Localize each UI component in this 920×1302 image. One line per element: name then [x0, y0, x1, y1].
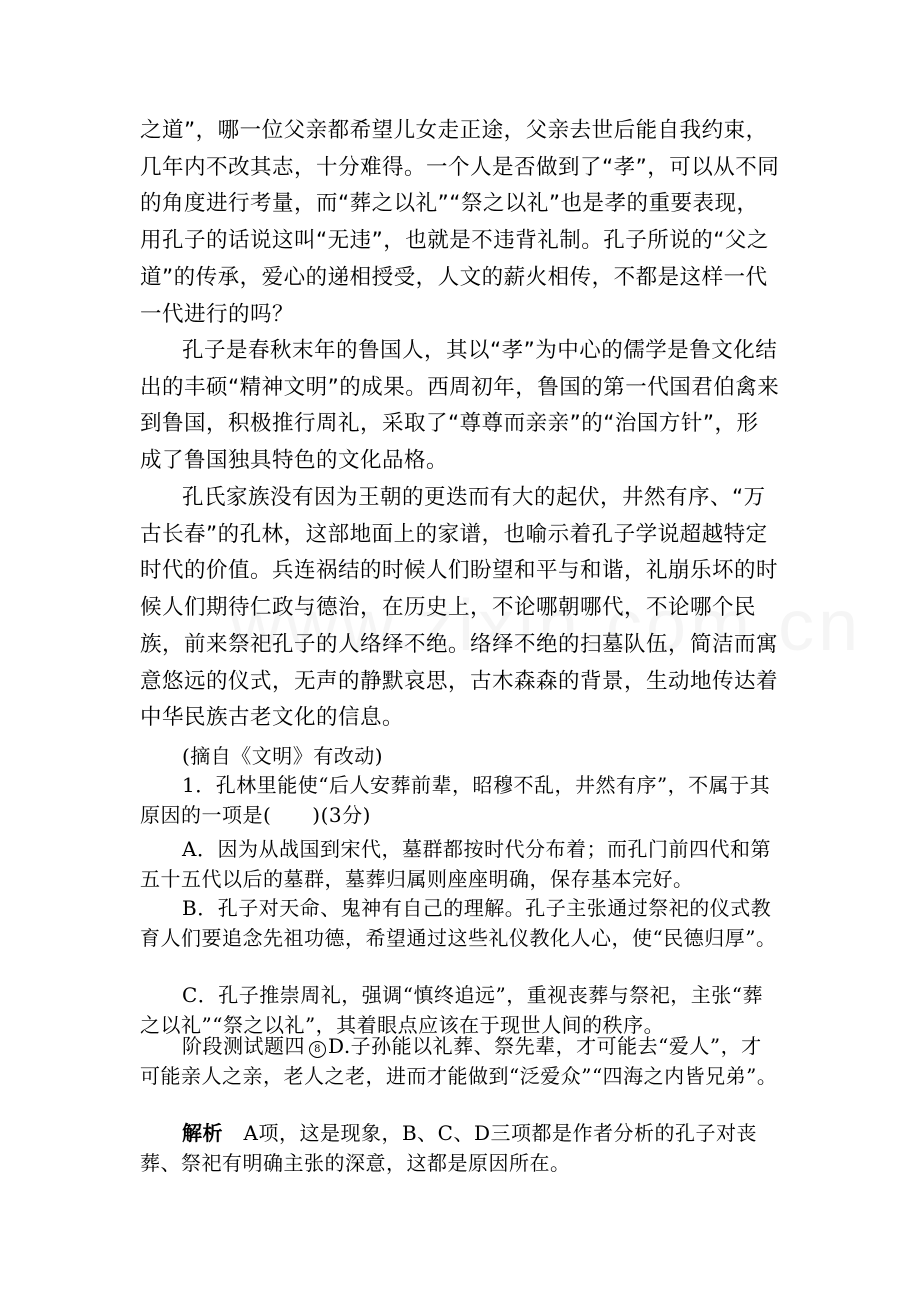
passage-paragraph-1: 之道”，哪一位父亲都希望儿女走正途，父亲去世后能自我约束，几年内不改其志，十分难得。一个人是否做到了“孝”，可以从不同的角度进行考量，而“葬之以礼”“祭之以礼”也是孝的重要表现，用孔子的话说这叫“无违”，也就是不违背礼制。孔子所说的“父之道”的传承，爱心的递相授受，人文的薪火相传，不都是这样一代一代进行的吗？ [140, 118, 780, 327]
analysis [140, 1119, 780, 1178]
source-note: (摘自《文明》有改动) [182, 744, 384, 768]
option-a: A．因为从战国到宋代，墓群都按时代分布着；而孔门前四代和第五十五代以后的墓群，墓葬归属则座座明确，保存基本完好。 [140, 837, 771, 891]
option-b: B．孔子对天命、鬼神有自己的理解。孔子主张通过祭祀的仪式教育人们要追念先祖功德，希望通过这些礼仪教化人心，使“民德归厚”。 [140, 896, 777, 950]
passage-paragraph-3: 孔氏家族没有因为王朝的更迭而有大的起伏，井然有序、“万古长春”的孔林，这部地面上的家谱，也喻示着孔子学说超越特定时代的价值。兵连祸结的时候人们盼望和平与和谐，礼崩乐坏的时候人们期待仁政与德治，在历史上，不论哪朝哪代，不论哪个民族，前来祭祀孔子的人络绎不绝。络绎不绝的扫墓队伍，简洁而寓意悠远的仪式，无声的静默哀思，古木森森的背景，生动地传达着中华民族古老文化的信息。 [140, 485, 779, 731]
option-d-text: D.子孙能以礼葬、祭先辈，才可能去“爱人”，才可能亲人之亲，老人之老，进而才能做到“泛爱众”“四海之内皆兄弟”。 [140, 1034, 778, 1088]
question-stem: 1．孔林里能使“后人安葬前辈，昭穆不乱，井然有序”，不属于其原因的一项是( )(3分) [140, 773, 771, 827]
circled-number-icon: 8 [309, 1041, 326, 1058]
passage-paragraph-2: 孔子是春秋末年的鲁国人，其以“孝”为中心的儒学是鲁文化结出的丰硕“精神文明”的成果。西周初年，鲁国的第一代国君伯禽来到鲁国，积极推行周礼，采取了“尊尊而亲亲”的“治国方针”，形成了鲁国独具特色的文化品格。 [140, 338, 780, 474]
option-c: C．孔子推崇周礼，强调“慎终追远”，重视丧葬与祭祀，主张“葬之以礼”“祭之以礼”，其着眼点应该在于现世人间的秩序。 [140, 983, 763, 1037]
analysis-text: A项，这是现象，B、C、D三项都是作者分析的孔子对丧葬、祭祀有明确主张的深意，这都是原因所在。 [140, 1121, 757, 1175]
option-d [140, 1032, 780, 1091]
option-d-prefix: 阶段测试题四 [182, 1034, 305, 1058]
analysis-label: 解析 [182, 1121, 223, 1145]
